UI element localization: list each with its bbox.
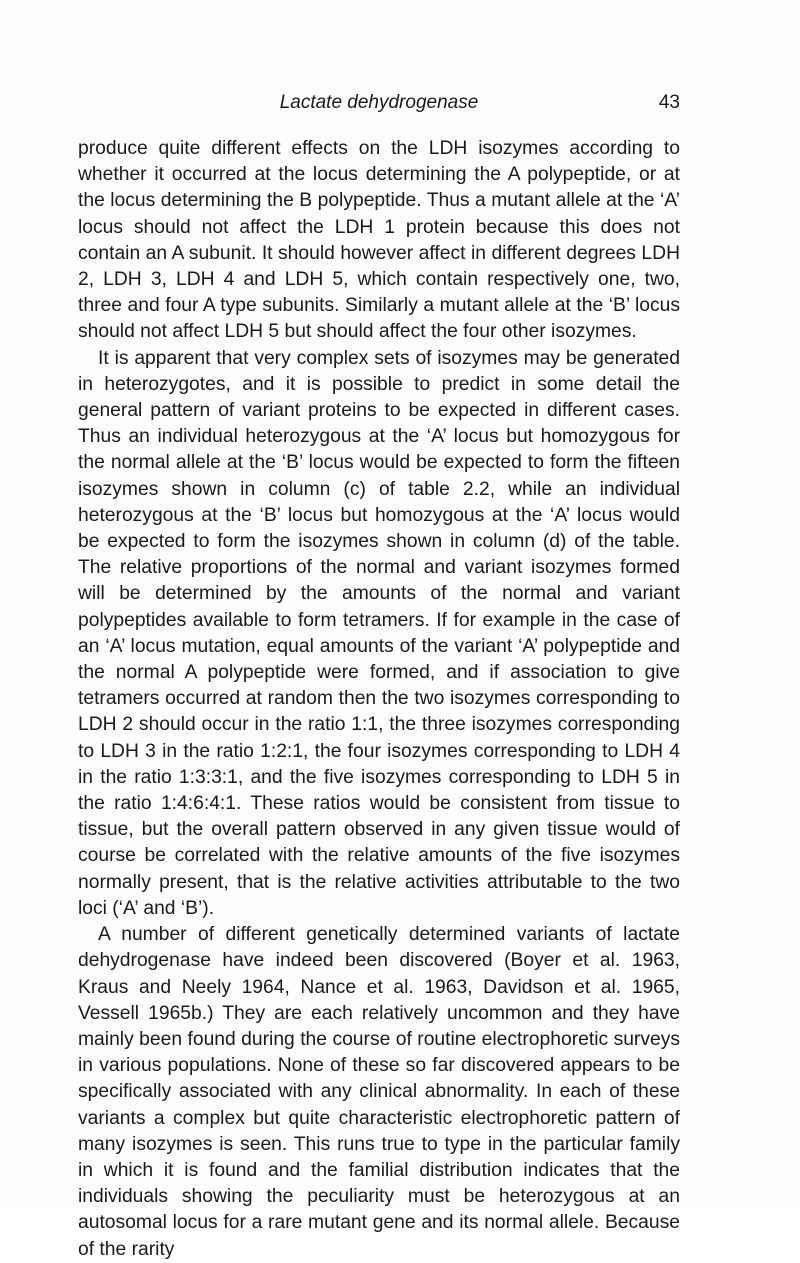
paragraph-isozyme-patterns: It is apparent that very complex sets of isozymes may be generated in heterozygotes, and it is possible to predict in some detail the general pattern of variant proteins to be expected in different cases. Thus an individual heterozygous at the ‘A’ locus but homozygous for the normal allele at the ‘B’ locus would be expected to form the fifteen isozymes shown in column (c) of table 2.2, while an individual heterozygous at the ‘B’ locus but homozygous at the ‘A’ locus would be expected to form the isozymes shown in column (d) of the table. The relative proportions of the normal and variant isozymes formed will be determined by the amounts of the normal and variant polypeptides available to form tetramers. If for example in the case of an ‘A’ locus mutation, equal amounts of the variant ‘A’ polypeptide and the normal A polypeptide were formed, and if association to give tetramers occurred at random then the two isozymes corresponding to LDH 2 should occur in the ratio 1:1, the three isozymes corresponding to LDH 3 in the ratio 1:2:1, the four isozymes corresponding to LDH 4 in the ratio 1:3:3:1, and the five isozymes corresponding to LDH 5 in the ratio 1:4:6:4:1. These ratios would be consistent from tissue to tissue, but the overall pattern observed in any given tissue would of course be correlated with the relative amounts of the five isozymes normally present, that is the relative activities attributable to the two loci (‘A’ and ‘B’). <box>78 347 680 919</box>
body-text <box>78 136 680 1263</box>
running-header <box>78 88 680 118</box>
page-number: 43 <box>658 92 680 113</box>
running-title: Lactate dehydrogenase <box>279 92 479 113</box>
paragraph-continued: produce quite different effects on the LDH isozymes according to whether it occurred at the locus determining the A polypeptide, or at the locus determining the B polypeptide. Thus a mutant allele at the ‘A’ locus should not affect the LDH 1 protein because this does not contain an A subunit. It should however affect in different degrees LDH 2, LDH 3, LDH 4 and LDH 5, which contain respectively one, two, three and four A type subunits. Similarly a mutant allele at the ‘B’ locus should not affect LDH 5 but should affect the four other isozymes. <box>78 138 680 343</box>
paragraph-genetic-variants: A number of different genetically determined variants of lactate dehydrogenase have indeed been discovered (Boyer et al. 1963, Kraus and Neely 1964, Nance et al. 1963, Davidson et al. 1965, Vessell 1965b.) They are each relatively uncommon and they have mainly been found during the course of routine electrophoretic surveys in various populations. None of these so far discovered appears to be specifically associated with any clinical abnormality. In each of these variants a complex but quite characteristic electrophoretic pattern of many isozymes is seen. This runs true to type in the particular family in which it is found and the familial distribution indicates that the individuals showing the peculiarity must be heterozygous at an autosomal locus for a rare mutant gene and its normal allele. Because of the rarity <box>78 924 680 1260</box>
